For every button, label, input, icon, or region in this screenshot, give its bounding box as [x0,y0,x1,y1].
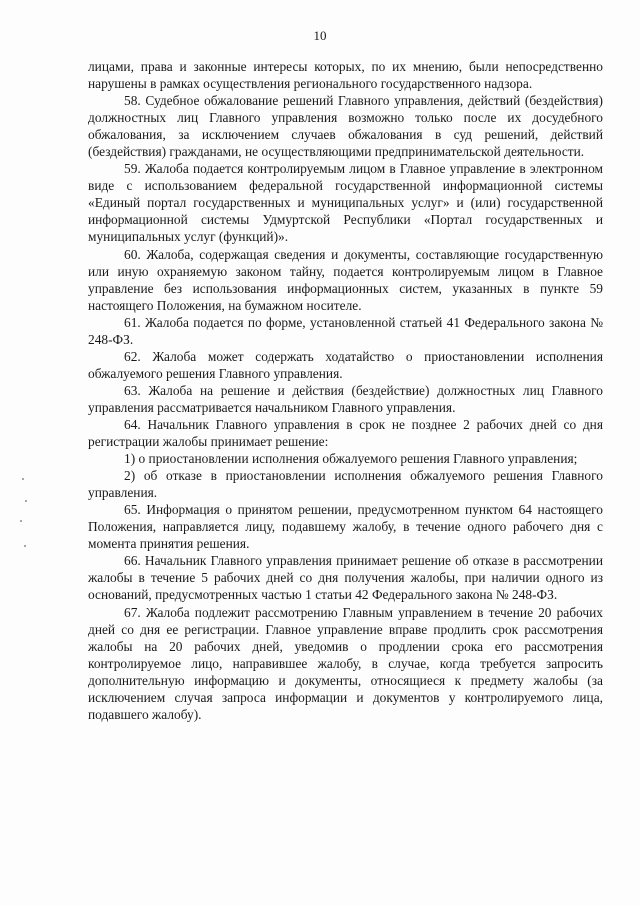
paragraph-65: 65. Информация о принятом решении, предусмотренном пунктом 64 настоящего Положения, направляется лицу, подавшему жалобу, в течение одного рабочего дня с момента принятия решения. [88,502,603,552]
paragraph-59: 59. Жалоба подается контролируемым лицом в Главное управление в электронном виде с использованием федеральной государственной информационной системы «Единый портал государственных и муниципальных услуг» и (или) государственной информационной системы Удмуртской Республики «Портал государственных и муниципальных услуг (функций)». [88,161,603,245]
paragraph-64-item-1: 1) о приостановлении исполнения обжалуемого решения Главного управления; [124,451,578,467]
paragraph-61: 61. Жалоба подается по форме, установленной статьей 41 Федерального закона № 248-ФЗ. [88,314,603,347]
scan-speck [20,520,22,522]
paragraph-66: 66. Начальник Главного управления принимает решение об отказе в рассмотрении жалобы в течение 5 рабочих дней со дня получения жалобы, при наличии одного из оснований, предусмотренных частью 1 статьи 42 Федерального закона № 248-ФЗ. [88,553,603,603]
scan-speck [22,478,24,480]
paragraph-continuation: лицами, права и законные интересы которых, по их мнению, были непосредственно нарушены в рамках осуществления регионального государственного надзора. [88,59,603,92]
paragraph-63: 63. Жалоба на решение и действия (бездействие) должностных лиц Главного управления рассматривается начальником Главного управления. [88,382,603,415]
paragraph-64-item-2: 2) об отказе в приостановлении исполнения обжалуемого решения Главного управления. [88,468,603,501]
paragraph-60: 60. Жалоба, содержащая сведения и документы, составляющие государственную или иную охраняемую законом тайну, подается контролируемым лицом в Главное управление без использования информационных систем, указанных в пункте 59 настоящего Положения, на бумажном носителе. [88,246,603,313]
scan-speck [24,545,26,547]
paragraph-62: 62. Жалоба может содержать ходатайство о приостановлении исполнения обжалуемого решения Главного управления. [88,348,603,381]
paragraph-64: 64. Начальник Главного управления в срок не позднее 2 рабочих дней со дня регистрации жалобы принимает решение: [88,416,603,450]
scan-speck [25,500,27,502]
document-body [88,58,603,723]
paragraph-58: 58. Судебное обжалование решений Главного управления, действий (бездействия) должностных лиц Главного управления возможно только после их досудебного обжалования, за исключением случаев обжалования в суд решений, действий (бездействия) гражданами, не осуществляющими предпринимательской деятельности. [88,93,603,160]
paragraph-67: 67. Жалоба подлежит рассмотрению Главным управлением в течение 20 рабочих дней со дня ее регистрации. Главное управление вправе продлить срок рассмотрения жалобы на 20 рабочих дней, уведомив о продлении срока его рассмотрения контролируемое лицо, направившее жалобу, в случае, когда требуется запросить дополнительную информацию и документы, относящиеся к предмету жалобы (за исключением случая запроса информации и документов у контролируемого лица, подавшего жалобу). [88,604,603,722]
page-number: 10 [313,28,327,43]
